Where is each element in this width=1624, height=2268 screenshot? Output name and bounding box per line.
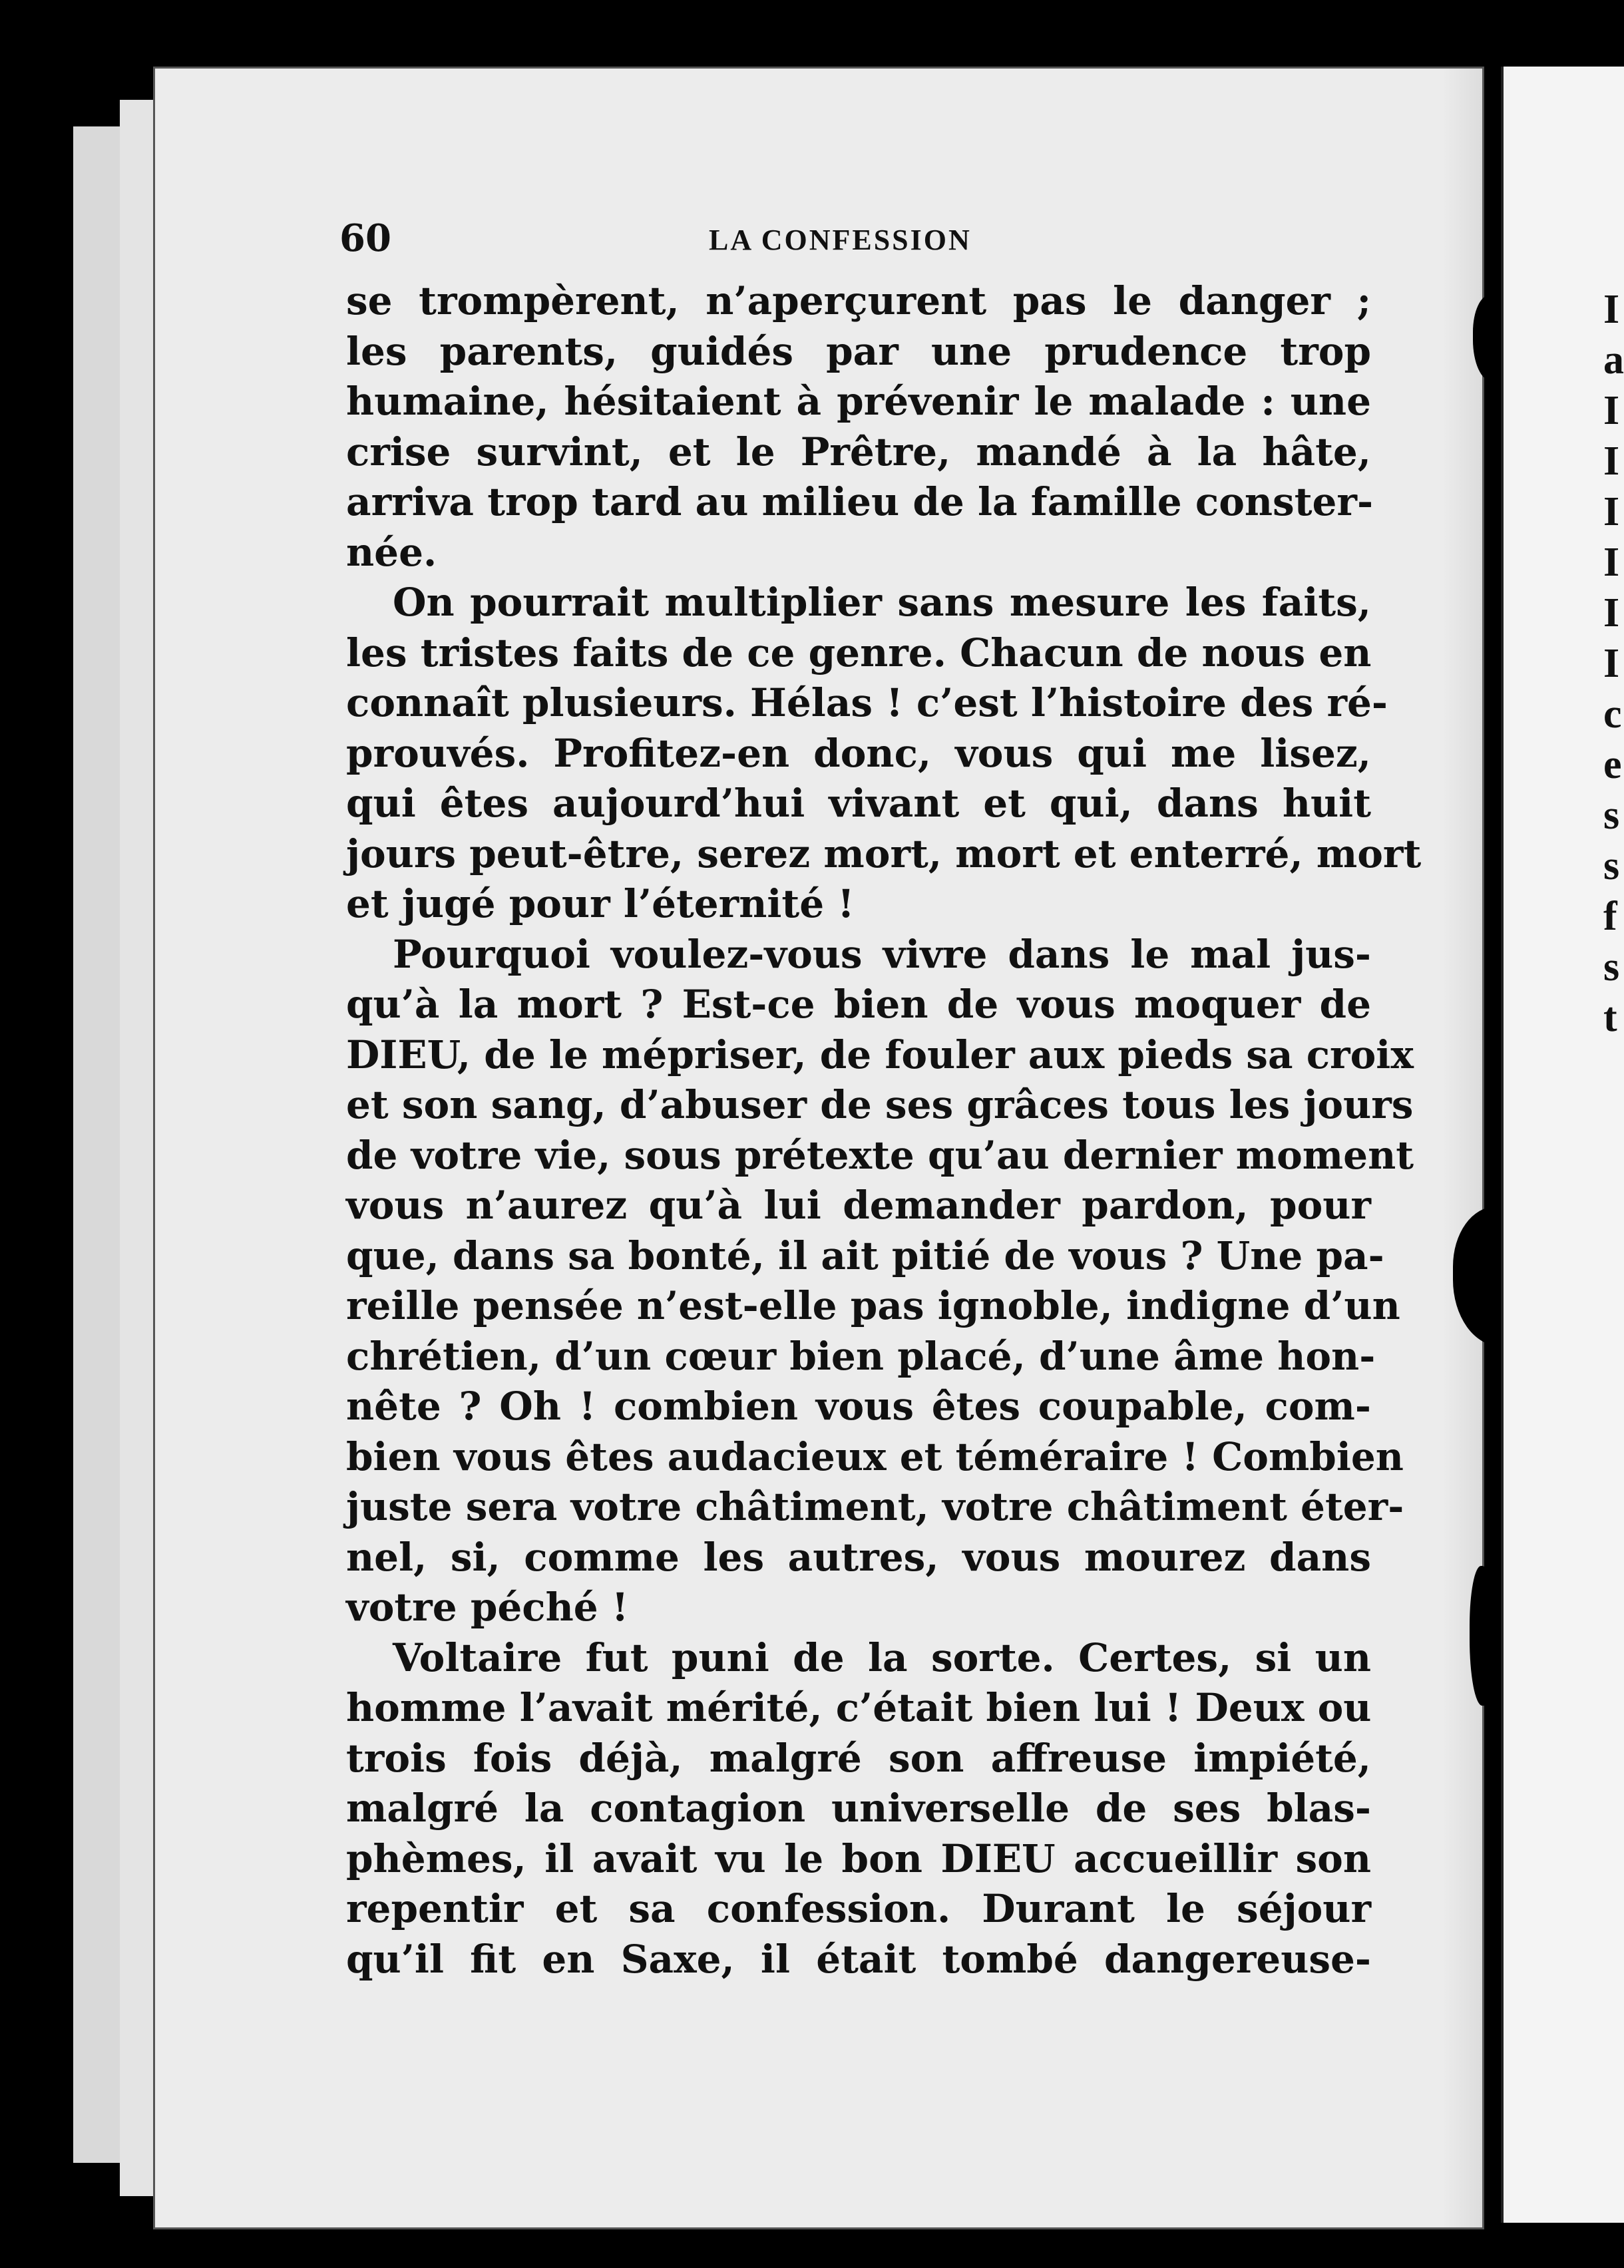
- text-line: les parents, guidés par une prudence trop: [346, 328, 1371, 374]
- text-line: qu’à la mort ? Est-ce bien de vous moquer de: [346, 982, 1371, 1027]
- text-line: et son sang, d’abuser de ses grâces tous les jours: [346, 1082, 1414, 1127]
- facing-page-letter: I: [1603, 641, 1620, 686]
- facing-page-letter: I: [1603, 388, 1620, 433]
- facing-page-letter: s: [1603, 843, 1620, 888]
- text-line: bien vous êtes audacieux et téméraire ! Combien: [346, 1433, 1404, 1479]
- text-line: nel, si, comme les autres, vous mourez dans: [346, 1534, 1371, 1580]
- facing-page-letter: f: [1603, 894, 1617, 939]
- text-line: que, dans sa bonté, il ait pitié de vous ? Une pa-: [346, 1232, 1384, 1278]
- facing-page-letter: I: [1603, 287, 1620, 332]
- text-line: humaine, hésitaient à prévenir le malade : une: [346, 379, 1371, 424]
- text-line: repentir et sa confession. Durant le séjour: [346, 1886, 1371, 1931]
- torn-page-edge: [1442, 69, 1482, 2227]
- text-line: votre péché !: [346, 1585, 629, 1630]
- text-line: trois fois déjà, malgré son affreuse impiété,: [346, 1735, 1371, 1781]
- text-line: connaît plusieurs. Hélas ! c’est l’histoire des ré-: [346, 680, 1388, 725]
- text-line: malgré la contagion universelle de ses blas-: [346, 1786, 1371, 1831]
- page-header: [186, 216, 1371, 270]
- facing-page-letter: I: [1603, 489, 1620, 534]
- text-line: On pourrait multiplier sans mesure les faits,: [393, 580, 1371, 625]
- text-line: DIEU, de le mépriser, de fouler aux pieds sa croix: [346, 1032, 1414, 1077]
- facing-page: [1501, 67, 1624, 2223]
- text-line: prouvés. Profitez-en donc, vous qui me lisez,: [346, 730, 1371, 776]
- facing-page-letter: c: [1603, 691, 1622, 737]
- facing-page-letter: s: [1603, 793, 1620, 838]
- running-head: LA CONFESSION: [709, 224, 972, 256]
- text-line: homme l’avait mérité, c’était bien lui ! Deux ou: [346, 1685, 1372, 1730]
- facing-page-letter: a: [1603, 337, 1624, 383]
- text-line: nête ? Oh ! combien vous êtes coupable, com-: [346, 1384, 1371, 1429]
- text-line: les tristes faits de ce genre. Chacun de nous en: [346, 630, 1372, 675]
- text-line: arriva trop tard au milieu de la famille conster-: [346, 479, 1374, 524]
- facing-page-letter: I: [1603, 540, 1620, 585]
- facing-page-letter: t: [1603, 995, 1617, 1040]
- text-line: se trompèrent, n’aperçurent pas le danger ;: [346, 278, 1371, 323]
- text-line: née.: [346, 529, 437, 575]
- page-damage-hole: [1470, 1566, 1496, 1706]
- text-line: phèmes, il avait vu le bon DIEU accueillir son: [346, 1835, 1371, 1881]
- text-line: de votre vie, sous prétexte qu’au dernier moment: [346, 1132, 1414, 1178]
- text-line: Voltaire fut puni de la sorte. Certes, si un: [393, 1634, 1371, 1680]
- facing-page-letter: I: [1603, 439, 1620, 484]
- facing-page-letter: e: [1603, 742, 1622, 787]
- text-line: chrétien, d’un cœur bien placé, d’une âme hon-: [346, 1333, 1376, 1379]
- text-line: Pourquoi voulez-vous vivre dans le mal jus-: [393, 931, 1371, 977]
- text-line: et jugé pour l’éternité !: [346, 881, 855, 926]
- body-text: [346, 276, 1422, 1984]
- text-line: qu’il fit en Saxe, il était tombé dangereuse-: [346, 1936, 1371, 1982]
- text-line: juste sera votre châtiment, votre châtiment éter-: [346, 1484, 1404, 1529]
- page-number: 60: [339, 216, 391, 260]
- text-line: crise survint, et le Prêtre, mandé à la hâte,: [346, 429, 1371, 474]
- text-line: reille pensée n’est-elle pas ignoble, indigne d’un: [346, 1283, 1400, 1328]
- text-line: vous n’aurez qu’à lui demander pardon, pour: [346, 1183, 1371, 1228]
- facing-page-letter: s: [1603, 944, 1620, 990]
- text-line: qui êtes aujourd’hui vivant et qui, dans huit: [346, 781, 1371, 826]
- facing-page-letter: I: [1603, 590, 1620, 636]
- text-line: jours peut-être, serez mort, mort et enterré, mort: [346, 831, 1422, 876]
